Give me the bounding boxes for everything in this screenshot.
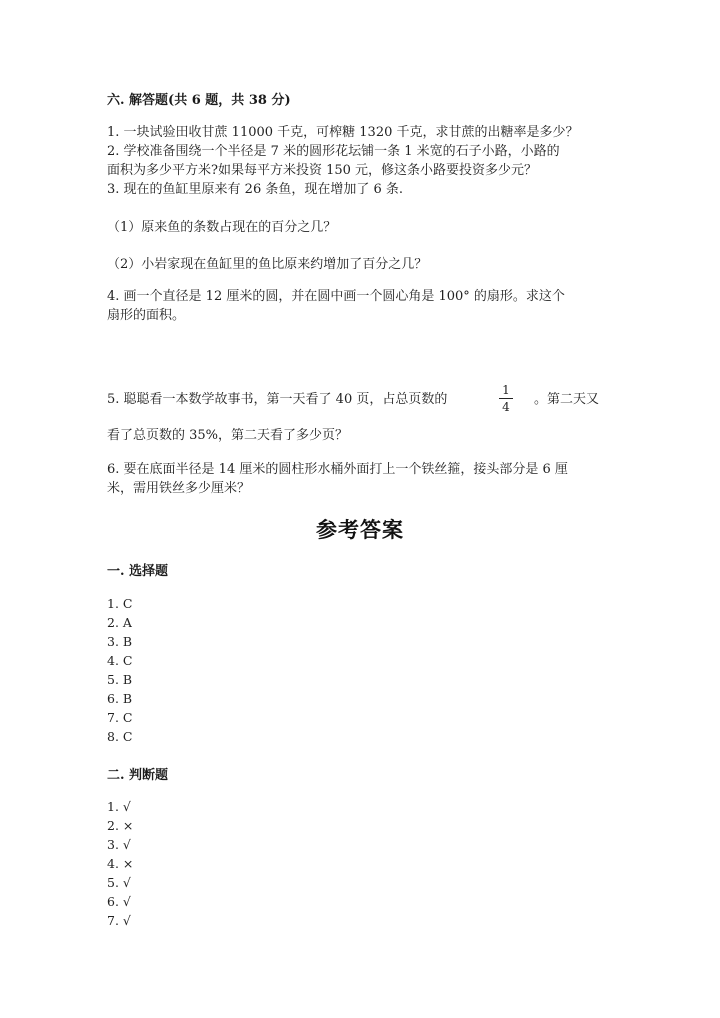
fraction-numerator: 1 xyxy=(502,383,510,397)
question-3-sub-1: （1）原来鱼的条数占现在的百分之几？ xyxy=(107,220,337,235)
choice-answer: 6. B xyxy=(107,691,133,706)
question-4-line-1: 4. 画一个直径是 12 厘米的圆，并在圆中画一个圆心角是 100° 的扇形。求这个 xyxy=(107,289,565,304)
question-6-line-1: 6. 要在底面半径是 14 厘米的圆柱形水桶外面打上一个铁丝箍，接头部分是 6 厘 xyxy=(107,462,568,477)
answer-key-title: 参考答案 xyxy=(316,517,404,542)
section-heading-multiple-choice: 一. 选择题 xyxy=(107,564,169,579)
question-5-line-1-end: 。第二天又 xyxy=(534,392,600,407)
judgment-answer: 2. × xyxy=(107,818,134,833)
question-3-sub-2: （2）小岩家现在鱼缸里的鱼比原来约增加了百分之几？ xyxy=(107,257,428,272)
choice-answer: 1. C xyxy=(107,596,133,611)
question-2-line-1: 2. 学校准备围绕一个半径是 7 米的圆形花坛铺一条 1 米宽的石子小路，小路的 xyxy=(107,144,560,159)
choice-answer: 2. A xyxy=(107,615,132,630)
question-1: 1. 一块试验田收甘蔗 11000 千克，可榨糖 1320 千克，求甘蔗的出糖率是多少？ xyxy=(107,125,579,140)
choice-answer: 8. C xyxy=(107,729,133,744)
judgment-answer: 7. √ xyxy=(107,913,131,928)
judgment-answer: 4. × xyxy=(107,856,134,871)
judgment-answer: 1. √ xyxy=(107,799,131,814)
question-5-line-2: 看了总页数的 35%，第二天看了多少页？ xyxy=(107,428,349,443)
question-2-line-2: 面积为多少平方米?如果每平方米投资 150 元，修这条小路要投资多少元？ xyxy=(107,163,538,178)
fraction-denominator: 4 xyxy=(502,400,510,414)
judgment-answer: 3. √ xyxy=(107,837,131,852)
section-heading-true-false: 二. 判断题 xyxy=(107,768,169,783)
question-6-line-2: 米，需用铁丝多少厘米？ xyxy=(107,481,251,496)
choice-answer: 5. B xyxy=(107,672,133,687)
judgment-answer: 6. √ xyxy=(107,894,131,909)
choice-answer: 4. C xyxy=(107,653,133,668)
fraction-bar xyxy=(499,398,513,399)
choice-answer: 3. B xyxy=(107,634,133,649)
question-3: 3. 现在的鱼缸里原来有 26 条鱼，现在增加了 6 条. xyxy=(107,182,404,197)
question-5-line-1: 5. 聪聪看一本数学故事书，第一天看了 40 页，占总页数的 xyxy=(107,392,448,407)
choice-answer: 7. C xyxy=(107,710,133,725)
judgment-answer: 5. √ xyxy=(107,875,131,890)
question-4-line-2: 扇形的面积。 xyxy=(107,308,186,323)
section-heading-answer-questions: 六. 解答题(共 6 题，共 38 分) xyxy=(107,93,291,108)
fraction-one-quarter xyxy=(499,384,513,414)
